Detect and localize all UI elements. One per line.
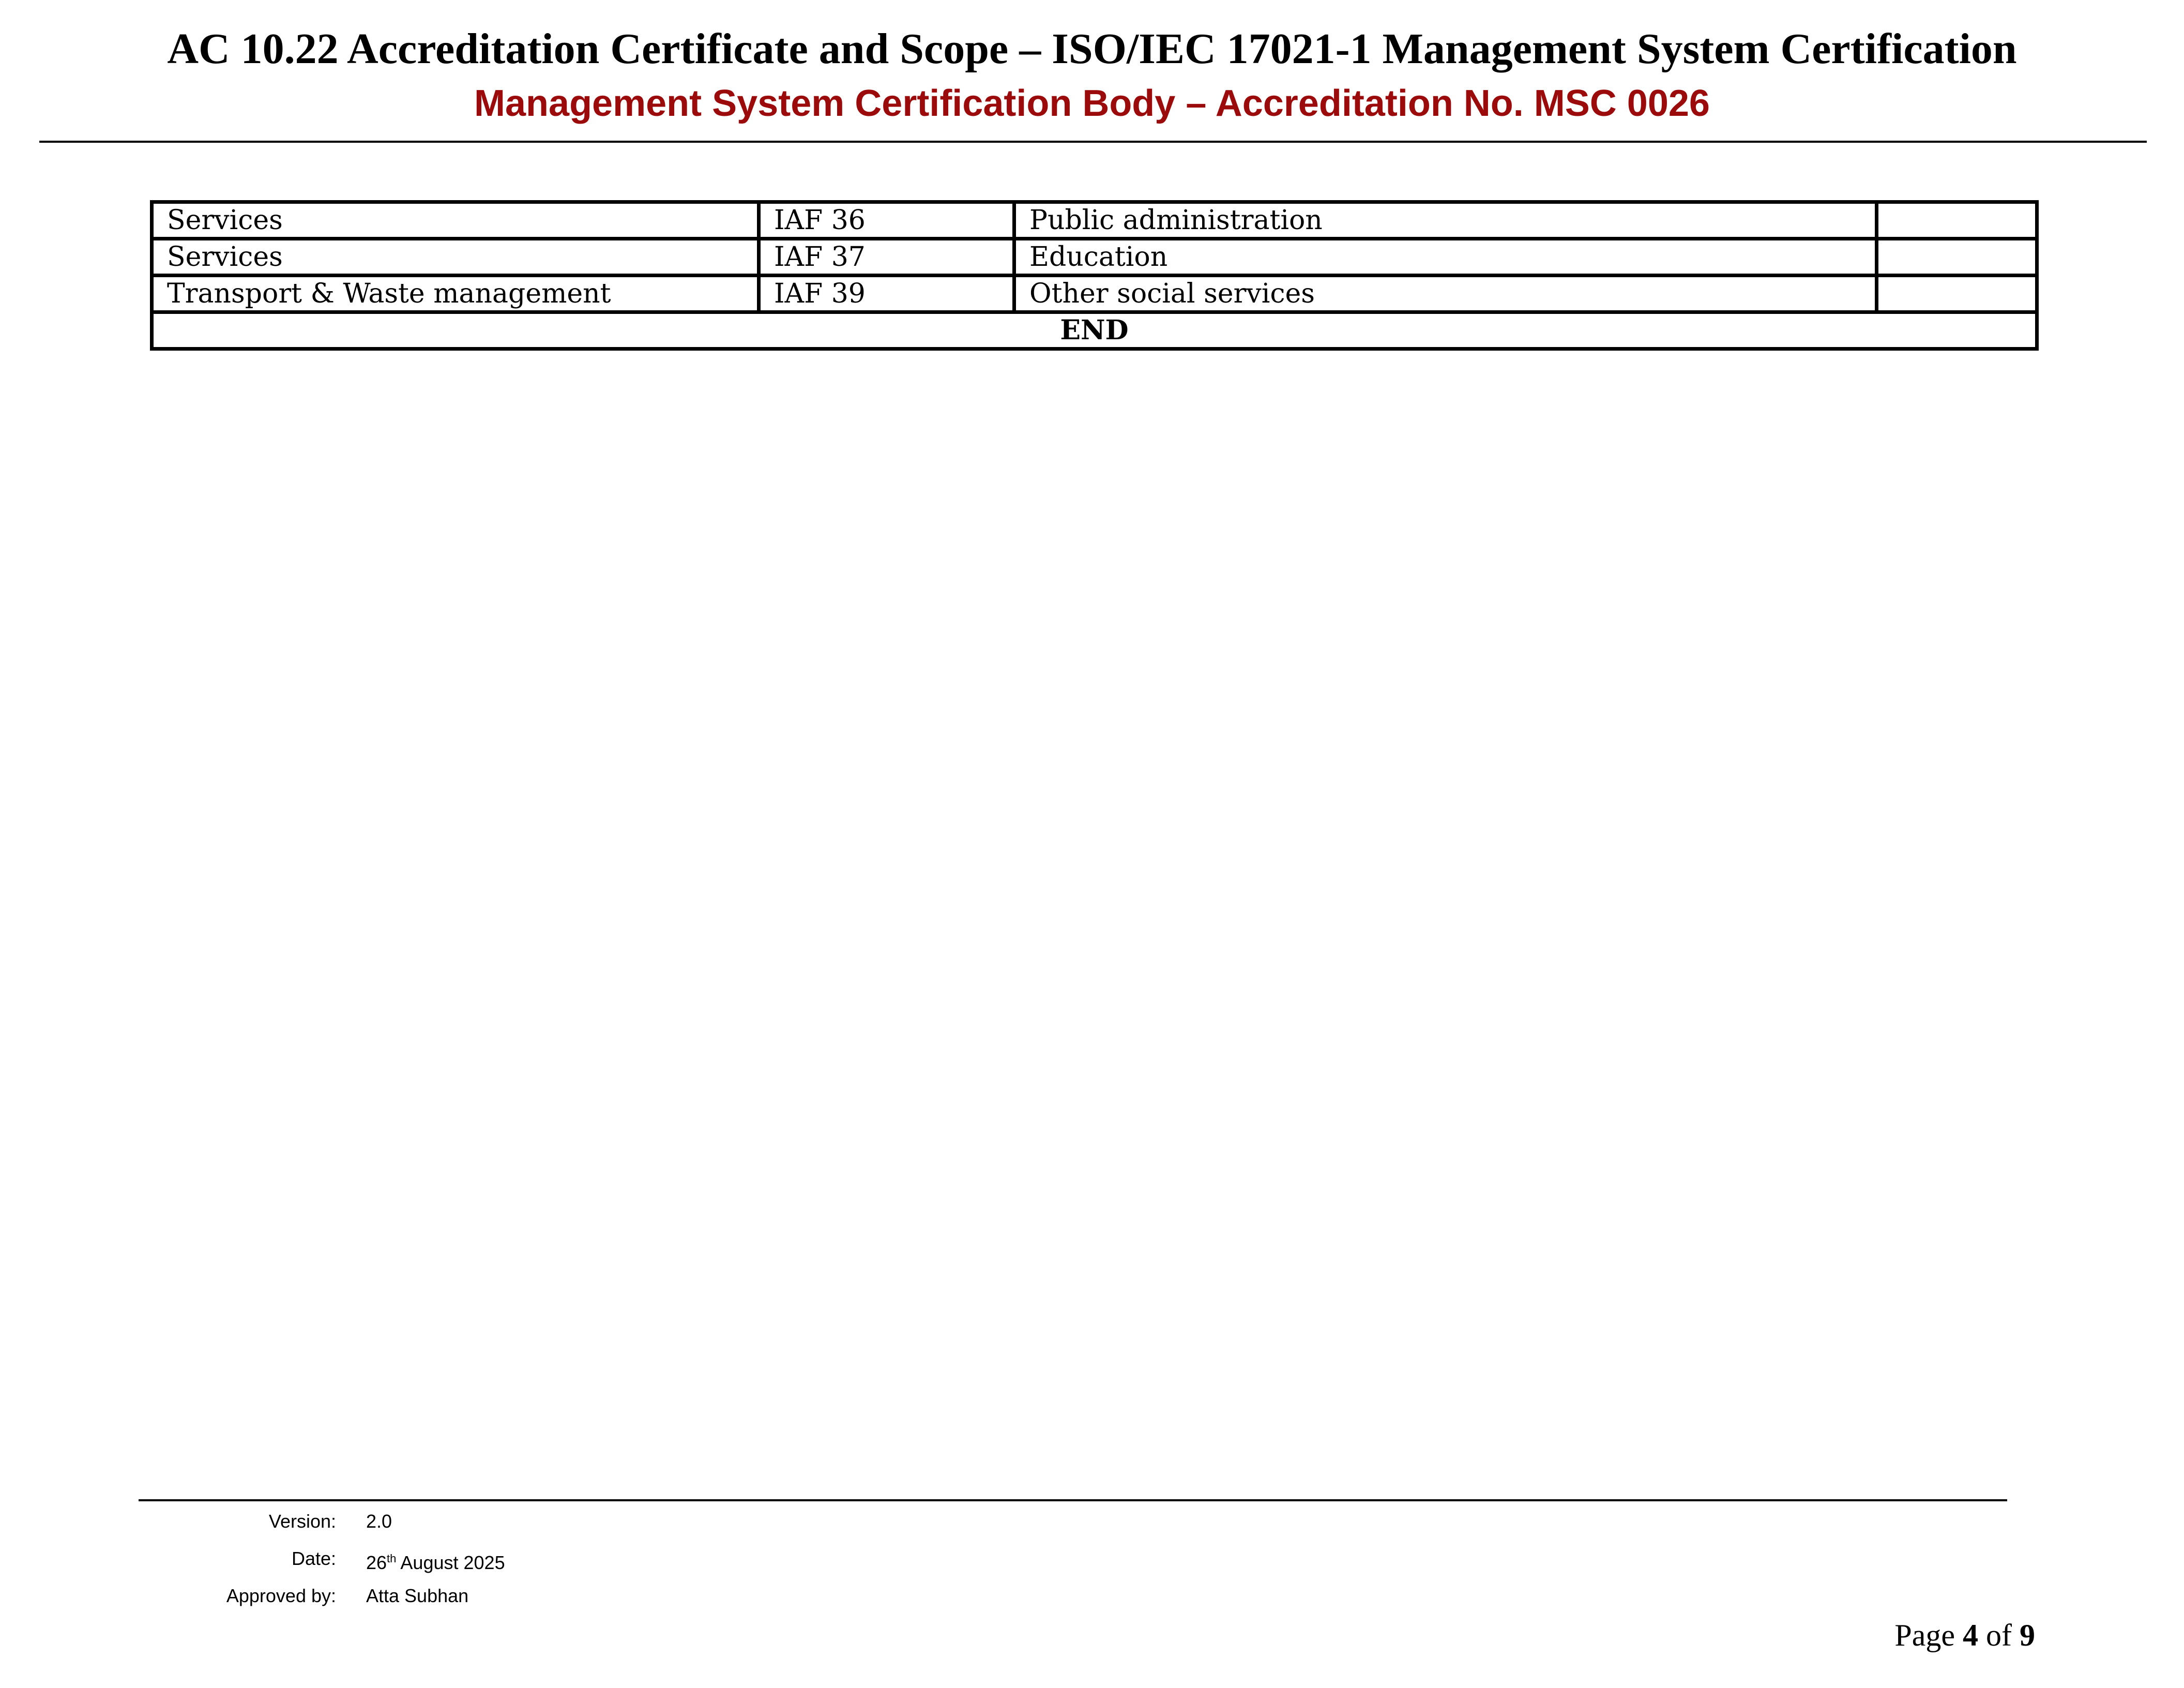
approved-value: Atta Subhan	[366, 1585, 469, 1606]
remarks-cell	[1877, 239, 2037, 276]
scope-table	[150, 200, 2039, 351]
date-value	[366, 1540, 505, 1581]
page-prefix: Page	[1894, 1618, 1963, 1652]
table-row	[152, 202, 2037, 239]
footer-divider	[139, 1499, 2007, 1501]
remarks-cell	[1877, 276, 2037, 312]
version-label: Version:	[268, 1511, 336, 1532]
document-header	[0, 21, 2184, 129]
iaf-code-cell: IAF 37	[759, 239, 1014, 276]
date-label: Date:	[291, 1548, 336, 1569]
approved-label: Approved by:	[226, 1585, 336, 1606]
page-total: 9	[2020, 1618, 2035, 1652]
date-suffix: th	[387, 1552, 397, 1565]
sector-cell: Services	[152, 239, 759, 276]
end-label: END	[152, 312, 2037, 349]
page-of: of	[1978, 1618, 2020, 1652]
page-number	[1894, 1615, 2035, 1656]
iaf-code-cell: IAF 39	[759, 276, 1014, 312]
date-day: 26	[366, 1552, 387, 1573]
description-cell: Public administration	[1014, 202, 1877, 239]
version-value: 2.0	[366, 1511, 392, 1532]
date-rest: August 2025	[396, 1552, 505, 1573]
description-cell: Education	[1014, 239, 1877, 276]
table-end-row	[152, 312, 2037, 349]
document-title: AC 10.22 Accreditation Certificate and Scope – ISO/IEC 17021-1 Management System Certification	[167, 25, 2017, 73]
header-divider	[39, 141, 2147, 143]
table-row	[152, 239, 2037, 276]
table-row	[152, 276, 2037, 312]
sector-cell: Services	[152, 202, 759, 239]
sector-cell: Transport & Waste management	[152, 276, 759, 312]
iaf-code-cell: IAF 36	[759, 202, 1014, 239]
remarks-cell	[1877, 202, 2037, 239]
page-current: 4	[1963, 1618, 1979, 1652]
document-subtitle: Management System Certification Body – Accreditation No. MSC 0026	[474, 83, 1710, 124]
description-cell: Other social services	[1014, 276, 1877, 312]
